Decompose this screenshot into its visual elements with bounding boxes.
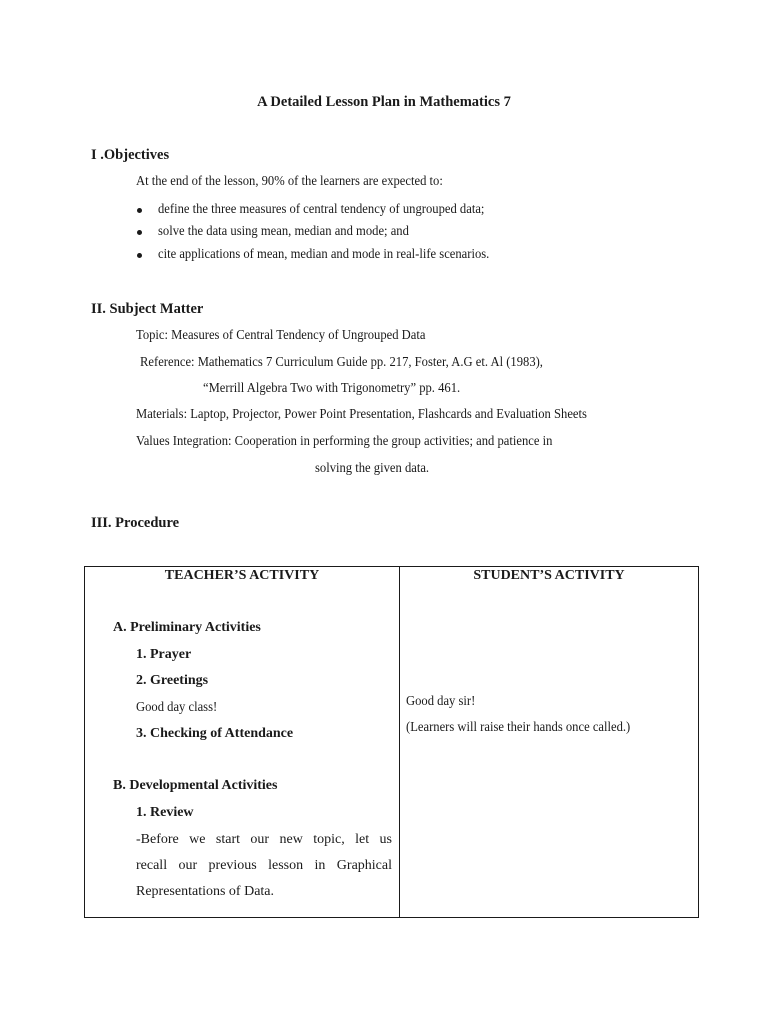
bullet-icon [137, 208, 142, 213]
reference-line: Reference: Mathematics 7 Curriculum Guide pp. 217, Foster, A.G et. Al (1983), [140, 355, 543, 370]
column-divider [399, 567, 400, 917]
greetings-item: 2. Greetings [136, 673, 209, 688]
procedure-heading: III. Procedure [91, 515, 180, 531]
values-continuation: solving the given data. [315, 461, 430, 476]
attendance-item: 3. Checking of Attendance [136, 726, 294, 741]
reference-continuation: “Merrill Algebra Two with Trigonometry” pp. 461. [203, 381, 461, 396]
review-item: 1. Review [136, 805, 194, 820]
student-action: (Learners will raise their hands once called.) [406, 720, 631, 735]
objectives-heading: I .Objectives [91, 147, 170, 163]
preliminary-activities-heading: A. Preliminary Activities [113, 620, 261, 635]
review-text-line: -Before we start our new topic, let us [136, 832, 392, 847]
student-reply: Good day sir! [406, 694, 476, 709]
bullet-icon [137, 253, 142, 258]
document-title: A Detailed Lesson Plan in Mathematics 7 [257, 94, 511, 110]
objective-item: solve the data using mean, median and mode; and [158, 224, 409, 239]
objective-item: cite applications of mean, median and mode in real-life scenarios. [158, 247, 490, 262]
bullet-icon [137, 230, 142, 235]
values-line: Values Integration: Cooperation in performing the group activities; and patience in [136, 434, 553, 449]
procedure-table [84, 566, 699, 918]
review-text-line: recall our previous lesson in Graphical [136, 858, 392, 873]
objective-item: define the three measures of central tendency of ungrouped data; [158, 202, 485, 217]
developmental-activities-heading: B. Developmental Activities [113, 778, 278, 793]
teacher-activity-header: TEACHER’S ACTIVITY [164, 568, 320, 583]
prayer-item: 1. Prayer [136, 647, 192, 662]
review-text-line: Representations of Data. [136, 884, 275, 899]
greeting-line: Good day class! [136, 700, 218, 715]
topic-line: Topic: Measures of Central Tendency of Ungrouped Data [136, 328, 426, 343]
subject-matter-heading: II. Subject Matter [91, 301, 204, 317]
materials-line: Materials: Laptop, Projector, Power Point Presentation, Flashcards and Evaluation Sheets [136, 407, 587, 422]
objectives-intro: At the end of the lesson, 90% of the learners are expected to: [136, 174, 443, 189]
student-activity-header: STUDENT’S ACTIVITY [473, 568, 625, 583]
